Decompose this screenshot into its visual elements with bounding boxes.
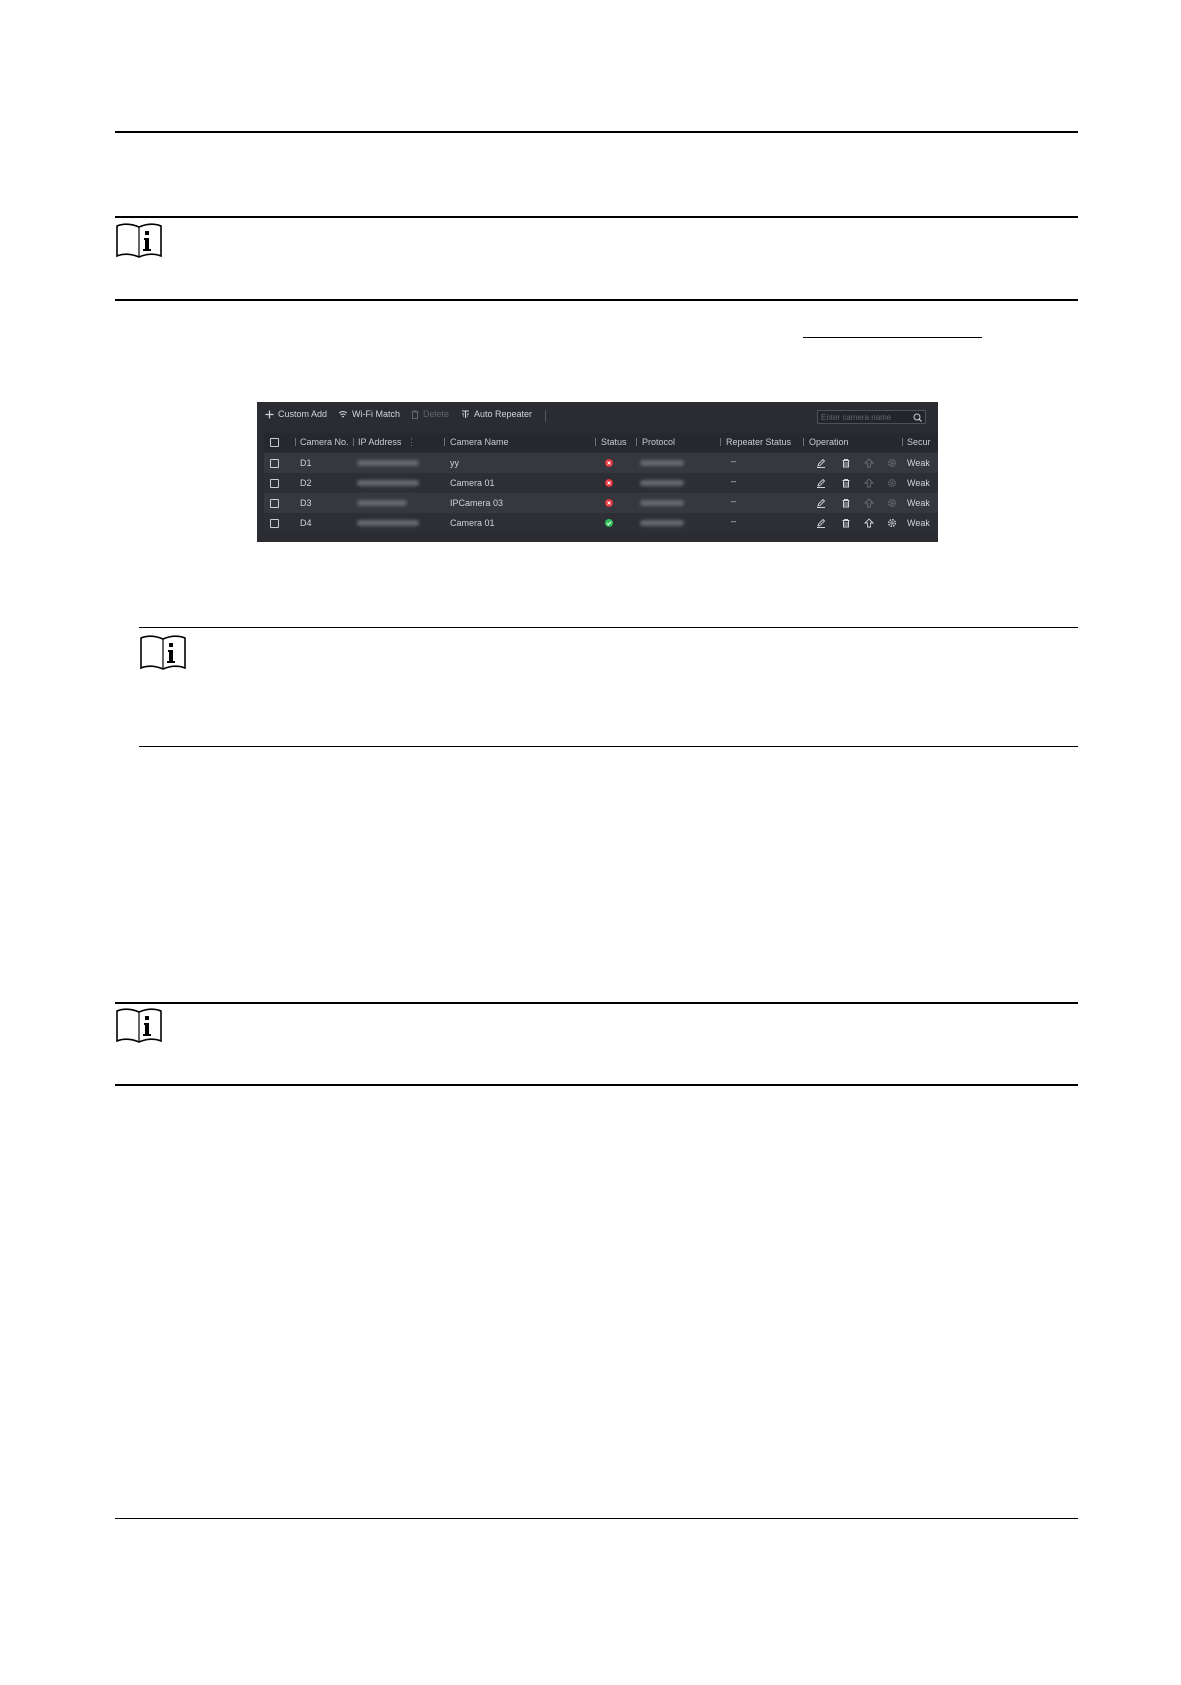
note-info-icon (115, 222, 163, 260)
auto-repeater-label: Auto Repeater (474, 409, 533, 419)
table-row[interactable] (264, 453, 938, 473)
repeater-status-cell: – (731, 496, 737, 506)
row-checkbox[interactable] (270, 499, 279, 508)
note-3-top-rule (115, 1002, 1078, 1004)
row-checkbox[interactable] (270, 459, 279, 468)
page-footer-rule (115, 1518, 1078, 1519)
note-2-top-rule (139, 627, 1078, 628)
settings-icon[interactable] (887, 458, 897, 468)
note-1-bottom-rule (115, 299, 1078, 301)
protocol-redacted (640, 520, 684, 526)
repeater-status-cell: – (731, 476, 737, 486)
protocol-redacted (640, 480, 684, 486)
select-all-checkbox[interactable] (270, 438, 279, 447)
edit-icon[interactable] (816, 458, 826, 468)
wifi-match-button[interactable] (338, 409, 400, 419)
security-cell: Weak (907, 498, 930, 508)
protocol-redacted (640, 460, 684, 466)
col-repeater-status[interactable]: Repeater Status (726, 437, 792, 447)
cross-reference-link[interactable] (803, 337, 982, 338)
edit-icon[interactable] (816, 498, 826, 508)
note-2-bottom-rule (139, 746, 1078, 747)
camera-search-input[interactable] (821, 411, 911, 423)
camera-no-cell: D4 (300, 518, 312, 528)
column-divider (803, 438, 804, 446)
col-camera-name[interactable]: Camera Name (450, 437, 509, 447)
search-icon[interactable] (913, 413, 922, 422)
col-status[interactable]: Status (601, 437, 627, 447)
trash-icon (411, 410, 419, 419)
row-checkbox[interactable] (270, 519, 279, 528)
column-divider (720, 438, 721, 446)
status-error-icon (605, 499, 613, 507)
delete-label: Delete (423, 409, 450, 419)
repeater-status-cell: – (731, 456, 737, 466)
table-row[interactable] (264, 513, 938, 533)
status-error-icon (605, 459, 613, 467)
custom-add-label: Custom Add (278, 409, 328, 419)
camera-no-cell: D1 (300, 458, 312, 468)
delete-icon[interactable] (841, 478, 851, 488)
security-cell: Weak (907, 478, 930, 488)
delete-icon[interactable] (841, 518, 851, 528)
upgrade-icon[interactable] (864, 478, 874, 488)
table-row[interactable] (264, 493, 938, 513)
settings-icon[interactable] (887, 518, 897, 528)
column-divider (353, 438, 354, 446)
ip-address-redacted (357, 480, 419, 486)
note-info-icon (115, 1007, 163, 1045)
col-ip-address[interactable]: IP Address (358, 437, 402, 447)
column-divider (295, 438, 296, 446)
wifi-match-label: Wi-Fi Match (352, 409, 400, 419)
column-divider (902, 438, 903, 446)
edit-icon[interactable] (816, 478, 826, 488)
camera-no-cell: D2 (300, 478, 312, 488)
page-top-rule (115, 131, 1078, 133)
edit-icon[interactable] (816, 518, 826, 528)
upgrade-icon[interactable] (864, 518, 874, 528)
camera-name-cell: IPCamera 03 (450, 498, 504, 508)
note-info-icon (139, 634, 187, 672)
ip-address-redacted (357, 500, 407, 506)
ip-address-redacted (357, 520, 419, 526)
sort-icon[interactable]: ⋮ (407, 437, 416, 447)
settings-icon[interactable] (887, 478, 897, 488)
custom-add-button[interactable] (265, 409, 327, 419)
col-camera-no[interactable]: Camera No. (300, 437, 349, 447)
auto-repeater-button[interactable] (461, 409, 532, 419)
column-divider (636, 438, 637, 446)
camera-name-cell: Camera 01 (450, 518, 495, 528)
security-cell: Weak (907, 518, 930, 528)
camera-name-cell: Camera 01 (450, 478, 495, 488)
col-operation[interactable]: Operation (809, 437, 849, 447)
upgrade-icon[interactable] (864, 458, 874, 468)
table-row[interactable] (264, 473, 938, 493)
toolbar-divider (545, 410, 546, 422)
camera-list-screenshot (257, 402, 938, 542)
wifi-match-icon (338, 410, 348, 419)
security-cell: Weak (907, 458, 930, 468)
note-1-top-rule (115, 216, 1078, 218)
delete-icon[interactable] (841, 458, 851, 468)
camera-name-cell: yy (450, 458, 459, 468)
plus-icon (265, 410, 274, 419)
status-online-icon (605, 519, 613, 527)
column-divider (595, 438, 596, 446)
col-protocol[interactable]: Protocol (642, 437, 676, 447)
ip-address-redacted (357, 460, 419, 466)
settings-icon[interactable] (887, 498, 897, 508)
delete-button[interactable] (411, 409, 449, 419)
camera-search[interactable] (817, 410, 926, 424)
upgrade-icon[interactable] (864, 498, 874, 508)
row-checkbox[interactable] (270, 479, 279, 488)
camera-toolbar (257, 402, 938, 426)
delete-icon[interactable] (841, 498, 851, 508)
camera-no-cell: D3 (300, 498, 312, 508)
protocol-redacted (640, 500, 684, 506)
note-3-bottom-rule (115, 1084, 1078, 1086)
camera-table-header (264, 433, 938, 451)
status-error-icon (605, 479, 613, 487)
col-security[interactable]: Secur (907, 437, 931, 447)
column-divider (444, 438, 445, 446)
repeater-status-cell: – (731, 516, 737, 526)
repeater-icon (461, 410, 470, 419)
